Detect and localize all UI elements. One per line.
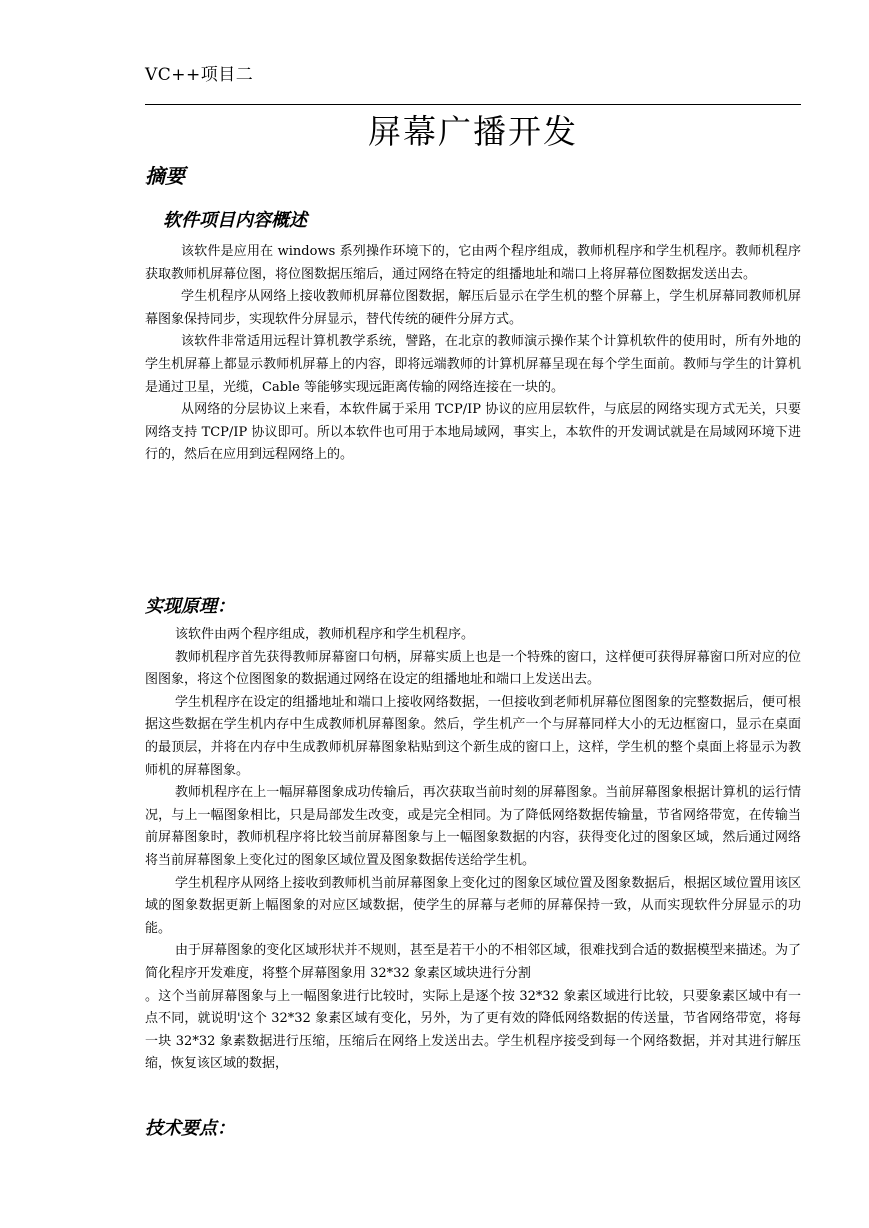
- document-title: 屏幕广播开发: [368, 112, 578, 151]
- principle-paragraph: 学生机程序在设定的组播地址和端口上接收网络数据，一但接收到老师机屏幕位图图象的完整数据后，便可根据这些数据在学生机内存中生成教师机屏幕图象。然后，学生机产一个与屏幕同样大小的无边框窗口，显示在桌面的最顶层，并将在内存中生成教师机屏幕图象粘贴到这个新生成的窗口上，这样，学生机的整个桌面上将显示为教师机的屏幕图象。: [145, 694, 801, 778]
- principle-paragraph: 由于屏幕图象的变化区域形状并不规则，甚至是若干小的不相邻区域，很难找到合适的数据模型来描述。为了简化程序开发难度，将整个屏幕图象用 32*32 象素区域块进行分割: [145, 943, 801, 981]
- overview-paragraph: 从网络的分层协议上来看，本软件属于采用 TCP/IP 协议的应用层软件，与底层的网络实现方式无关，只要网络支持 TCP/IP 协议即可。所以本软件也可用于本地局域网，事实上，本软件的开发调试就是在局域网环境下进行的，然后在应用到远程网络上的。: [145, 402, 801, 463]
- principle-paragraph: 学生机程序从网络上接收到教师机当前屏幕图象上变化过的图象区域位置及图象数据后，根据区域位置用该区域的图象数据更新上幅图象的对应区域数据，使学生的屏幕与老师的屏幕保持一致，从而实现软件分屏显示的功能。: [145, 875, 801, 936]
- tech-heading: 技术要点：: [145, 1118, 235, 1139]
- overview-body: [145, 241, 801, 467]
- header-rule: [145, 104, 801, 105]
- principle-paragraph: 该软件由两个程序组成，教师机程序和学生机程序。: [175, 627, 475, 642]
- overview-heading: 软件项目内容概述: [163, 210, 307, 231]
- principle-body: [145, 624, 801, 1076]
- header-label: VC++项目二: [145, 65, 254, 85]
- overview-paragraph: 该软件是应用在 windows 系列操作环境下的，它由两个程序组成，教师机程序和学生机程序。教师机程序获取教师机屏幕位图，将位图数据压缩后，通过网络在特定的组播地址和端口上将屏幕位图数据发送出去。: [145, 244, 801, 282]
- principle-paragraph: 教师机程序首先获得教师屏幕窗口句柄，屏幕实质上也是一个特殊的窗口，这样便可获得屏幕窗口所对应的位图图象，将这个位图图象的数据通过网络在设定的组播地址和端口上发送出去。: [145, 649, 801, 688]
- principle-paragraph: 。这个当前屏幕图象与上一幅图象进行比较时，实际上是逐个按 32*32 象素区域进行比较，只要象素区域中有一点不同，就说明'这个 32*32 象素区域有变化，另外，为了更有效的降低网络数据的传送量，节省网络带宽，将每一块 32*32 象素数据进行压缩，压缩后在网络上发送出去。学生机程序接受到每一个网络数据，并对其进行解压缩，恢复该区域的数据，: [145, 988, 801, 1072]
- principle-heading: 实现原理：: [145, 596, 235, 617]
- principle-paragraph: 教师机程序在上一幅屏幕图象成功传输后，再次获取当前时刻的屏幕图象。当前屏幕图象根据计算机的运行情况，与上一幅图象相比，只是局部发生改变，或是完全相同。为了降低网络数据传输量，节省网络带宽，在传输当前屏幕图象时，教师机程序将比较当前屏幕图象与上一幅图象数据的内容，获得变化过的图象区域，然后通过网络将当前屏幕图象上变化过的图象区域位置及图象数据传送给学生机。: [145, 785, 801, 868]
- overview-paragraph: 该软件非常适用远程计算机教学系统，譬路，在北京的教师演示操作某个计算机软件的使用时，所有外地的学生机屏幕上都显示教师机屏幕上的内容，即将远端教师的计算机屏幕呈现在每个学生面前。教师与学生的计算机是通过卫星，光缆，Cable 等能够实现远距离传输的网络连接在一块的。: [145, 334, 801, 395]
- overview-paragraph: 学生机程序从网络上接收教师机屏幕位图数据，解压后显示在学生机的整个屏幕上，学生机屏幕同教师机屏幕图象保持同步，实现软件分屏显示，替代传统的硬件分屏方式。: [145, 289, 801, 327]
- abstract-heading: 摘要: [145, 164, 185, 188]
